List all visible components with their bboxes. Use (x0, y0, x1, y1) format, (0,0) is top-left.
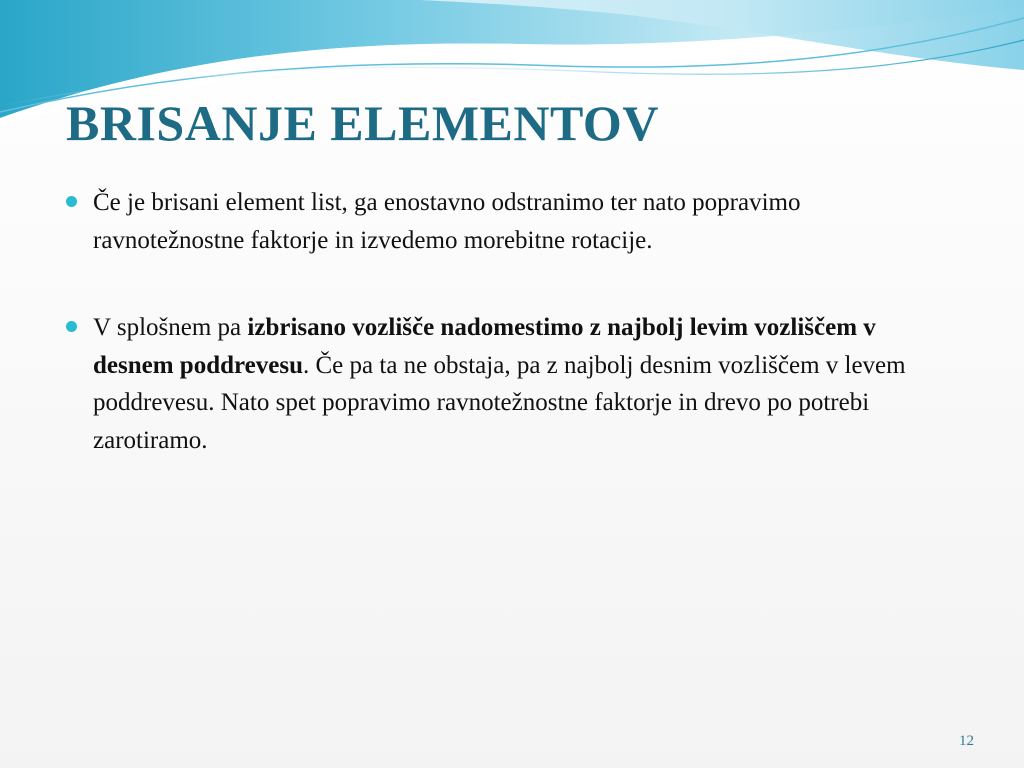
bullet-icon (66, 196, 77, 207)
bullet-item-1 (66, 184, 946, 259)
slide-title: BRISANJE ELEMENTOV (66, 95, 659, 151)
bullet-text-bold: izbrisano vozlišče nadomestimo z najbolj levim vozliščem v desnem poddrevesu (93, 314, 876, 379)
page-number: 12 (959, 733, 974, 749)
bullet-list (66, 184, 946, 459)
bullet-text (93, 314, 906, 454)
bullet-text: Če je brisani element list, ga enostavno odstranimo ter nato popravimo ravnotežnostne faktorje in izvedemo morebitne rotacije. (93, 189, 801, 254)
bullet-icon (66, 321, 77, 332)
bullet-text-plain-end: . Če pa ta ne obstaja, pa z najbolj desnim vozliščem v levem poddrevesu. Nato spet popravimo ravnotežnostne faktorje in drevo po potrebi zarotiramo. (93, 351, 906, 454)
bullet-item-2 (66, 309, 946, 459)
bullet-text-plain: V splošnem pa (93, 314, 248, 341)
